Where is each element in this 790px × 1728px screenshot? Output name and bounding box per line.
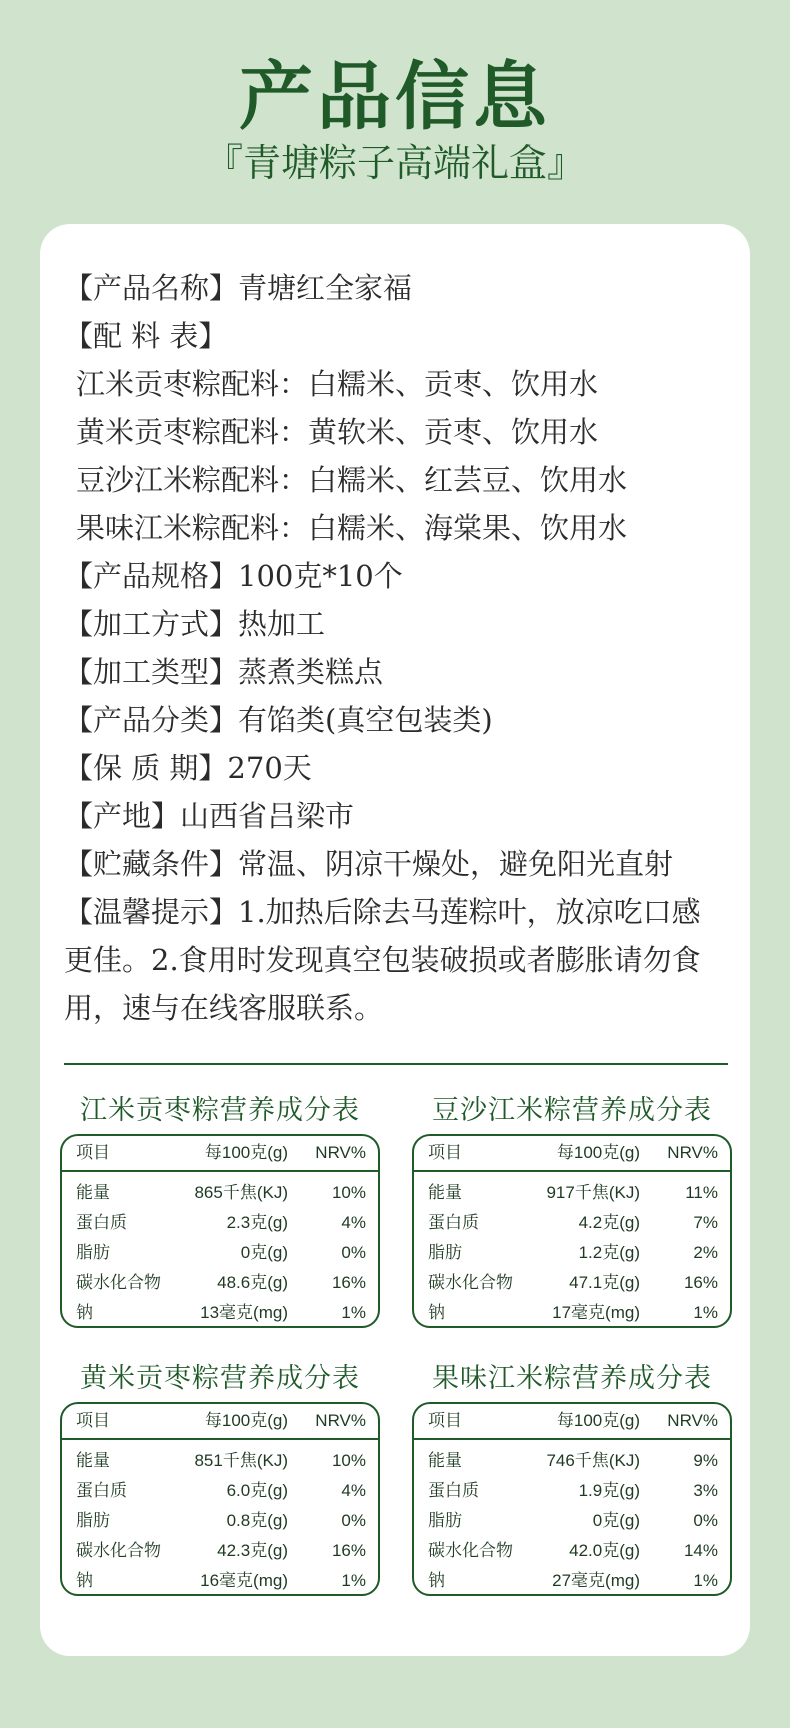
nutrition-table-box <box>60 1134 380 1328</box>
cell-nrv: 1% <box>341 1303 366 1322</box>
cell-value: 1.9克(g) <box>578 1481 640 1500</box>
page-title: 产品信息 <box>239 54 551 140</box>
cell-value: 865千焦(KJ) <box>194 1183 288 1202</box>
table-row <box>414 1446 730 1476</box>
nutrition-table-box <box>412 1402 732 1596</box>
cell-nrv: 3% <box>693 1481 718 1500</box>
cell-item: 碳水化合物 <box>428 1273 513 1292</box>
info-row-origin: 【产地】山西省吕梁市 <box>64 799 355 833</box>
cell-nrv: 7% <box>693 1213 718 1232</box>
cell-nrv: 16% <box>331 1541 366 1560</box>
nutrition-table-title: 豆沙江米粽营养成分表 <box>432 1095 712 1125</box>
cell-item: 碳水化合物 <box>428 1541 513 1560</box>
nutrition-table-title: 果味江米粽营养成分表 <box>432 1363 712 1393</box>
cell-nrv: 9% <box>693 1451 718 1470</box>
info-row-shelf-life: 【保 质 期】270天 <box>64 751 312 785</box>
cell-nrv: 2% <box>693 1243 718 1262</box>
header-item: 项目 <box>76 1411 110 1430</box>
table-row <box>62 1178 378 1208</box>
cell-item: 能量 <box>76 1183 110 1202</box>
table-row <box>414 1536 730 1566</box>
header-per100g: 每100克(g) <box>204 1143 288 1162</box>
cell-item: 蛋白质 <box>76 1481 127 1500</box>
info-row-name: 【产品名称】青塘红全家福 <box>64 271 413 305</box>
nutrition-table-header <box>414 1136 730 1172</box>
cell-value: 917千焦(KJ) <box>546 1183 640 1202</box>
header-item: 项目 <box>428 1411 462 1430</box>
cell-item: 能量 <box>428 1183 462 1202</box>
cell-item: 钠 <box>76 1571 93 1590</box>
header-nrv: NRV% <box>667 1143 718 1162</box>
cell-item: 蛋白质 <box>76 1213 127 1232</box>
nutrition-table-title: 江米贡枣粽营养成分表 <box>80 1095 360 1125</box>
info-row-spec: 【产品规格】100克*10个 <box>64 559 403 593</box>
cell-nrv: 1% <box>341 1571 366 1590</box>
cell-nrv: 16% <box>683 1273 718 1292</box>
table-row <box>414 1238 730 1268</box>
info-row-storage: 【贮藏条件】常温、阴凉干燥处，避免阳光直射 <box>64 847 674 881</box>
cell-value: 746千焦(KJ) <box>546 1451 640 1470</box>
table-row <box>62 1476 378 1506</box>
cell-nrv: 0% <box>341 1243 366 1262</box>
header-per100g: 每100克(g) <box>204 1411 288 1430</box>
cell-nrv: 16% <box>331 1273 366 1292</box>
table-row <box>414 1298 730 1328</box>
info-row-tip: 【温馨提示】1.加热后除去马莲粽叶，放凉吃口感更佳。2.食用时发现真空包装破损或者膨胀请勿食用，速与在线客服联系。 <box>64 895 701 1025</box>
cell-nrv: 4% <box>341 1213 366 1232</box>
nutrition-table-huangmi-gongzao <box>60 1358 380 1596</box>
header-per100g: 每100克(g) <box>556 1143 640 1162</box>
nutrition-table-guowei-jiangmi <box>412 1358 732 1596</box>
table-row <box>62 1298 378 1328</box>
cell-item: 钠 <box>76 1303 93 1322</box>
cell-value: 27毫克(mg) <box>552 1571 640 1590</box>
table-row <box>62 1446 378 1476</box>
table-row <box>414 1566 730 1596</box>
info-row-category: 【产品分类】有馅类(真空包装类) <box>64 703 493 737</box>
table-row <box>414 1506 730 1536</box>
cell-value: 4.2克(g) <box>578 1213 640 1232</box>
header-nrv: NRV% <box>315 1143 366 1162</box>
cell-item: 钠 <box>428 1571 445 1590</box>
cell-value: 13毫克(mg) <box>200 1303 288 1322</box>
cell-item: 钠 <box>428 1303 445 1322</box>
cell-value: 42.0克(g) <box>569 1541 640 1560</box>
cell-nrv: 0% <box>341 1511 366 1530</box>
cell-value: 0.8克(g) <box>226 1511 288 1530</box>
cell-value: 17毫克(mg) <box>552 1303 640 1322</box>
cell-nrv: 11% <box>685 1183 718 1202</box>
nutrition-table-dousha-jiangmi <box>412 1090 732 1328</box>
nutrition-table-header <box>62 1136 378 1172</box>
cell-item: 脂肪 <box>76 1511 110 1530</box>
cell-item: 碳水化合物 <box>76 1273 161 1292</box>
info-row-process: 【加工方式】热加工 <box>64 607 326 641</box>
header-item: 项目 <box>76 1143 110 1162</box>
info-row-ingredient: 豆沙江米粽配料：白糯米、红芸豆、饮用水 <box>76 463 628 497</box>
page-subtitle: 『青塘粽子高端礼盒』 <box>204 141 585 185</box>
cell-nrv: 0% <box>693 1511 718 1530</box>
nutrition-table-header <box>62 1404 378 1440</box>
cell-item: 脂肪 <box>428 1243 462 1262</box>
cell-item: 脂肪 <box>76 1243 110 1262</box>
table-row <box>414 1178 730 1208</box>
cell-value: 0克(g) <box>240 1243 288 1262</box>
cell-item: 脂肪 <box>428 1511 462 1530</box>
cell-nrv: 1% <box>693 1571 718 1590</box>
table-row <box>62 1208 378 1238</box>
header-per100g: 每100克(g) <box>556 1411 640 1430</box>
cell-value: 47.1克(g) <box>569 1273 640 1292</box>
cell-value: 2.3克(g) <box>226 1213 288 1232</box>
table-row <box>414 1476 730 1506</box>
header-nrv: NRV% <box>667 1411 718 1430</box>
cell-item: 蛋白质 <box>428 1213 479 1232</box>
info-row-ingredients: 【配 料 表】 <box>64 319 228 353</box>
cell-value: 6.0克(g) <box>226 1481 288 1500</box>
cell-item: 能量 <box>428 1451 462 1470</box>
cell-nrv: 10% <box>331 1183 366 1202</box>
header-nrv: NRV% <box>315 1411 366 1430</box>
cell-value: 48.6克(g) <box>217 1273 288 1292</box>
cell-value: 42.3克(g) <box>217 1541 288 1560</box>
table-row <box>62 1268 378 1298</box>
cell-item: 碳水化合物 <box>76 1541 161 1560</box>
table-row <box>62 1506 378 1536</box>
cell-nrv: 10% <box>331 1451 366 1470</box>
info-row-ingredient: 果味江米粽配料：白糯米、海棠果、饮用水 <box>76 511 628 545</box>
product-info <box>64 264 724 1032</box>
cell-value: 1.2克(g) <box>578 1243 640 1262</box>
info-row-ingredient: 江米贡枣粽配料：白糯米、贡枣、饮用水 <box>76 367 599 401</box>
table-row <box>414 1268 730 1298</box>
cell-value: 851千焦(KJ) <box>194 1451 288 1470</box>
cell-item: 能量 <box>76 1451 110 1470</box>
cell-value: 16毫克(mg) <box>200 1571 288 1590</box>
info-row-process-type: 【加工类型】蒸煮类糕点 <box>64 655 384 689</box>
section-divider <box>64 1063 728 1065</box>
nutrition-table-jiangmi-gongzao <box>60 1090 380 1328</box>
cell-item: 蛋白质 <box>428 1481 479 1500</box>
nutrition-table-box <box>60 1402 380 1596</box>
table-row <box>62 1238 378 1268</box>
info-row-ingredient: 黄米贡枣粽配料：黄软米、贡枣、饮用水 <box>76 415 599 449</box>
table-row <box>62 1536 378 1566</box>
cell-value: 0克(g) <box>592 1511 640 1530</box>
nutrition-table-header <box>414 1404 730 1440</box>
table-row <box>62 1566 378 1596</box>
table-row <box>414 1208 730 1238</box>
cell-nrv: 14% <box>683 1541 718 1560</box>
info-card <box>40 224 750 1656</box>
nutrition-table-title: 黄米贡枣粽营养成分表 <box>80 1363 360 1393</box>
header-item: 项目 <box>428 1143 462 1162</box>
cell-nrv: 1% <box>693 1303 718 1322</box>
cell-nrv: 4% <box>341 1481 366 1500</box>
nutrition-table-box <box>412 1134 732 1328</box>
